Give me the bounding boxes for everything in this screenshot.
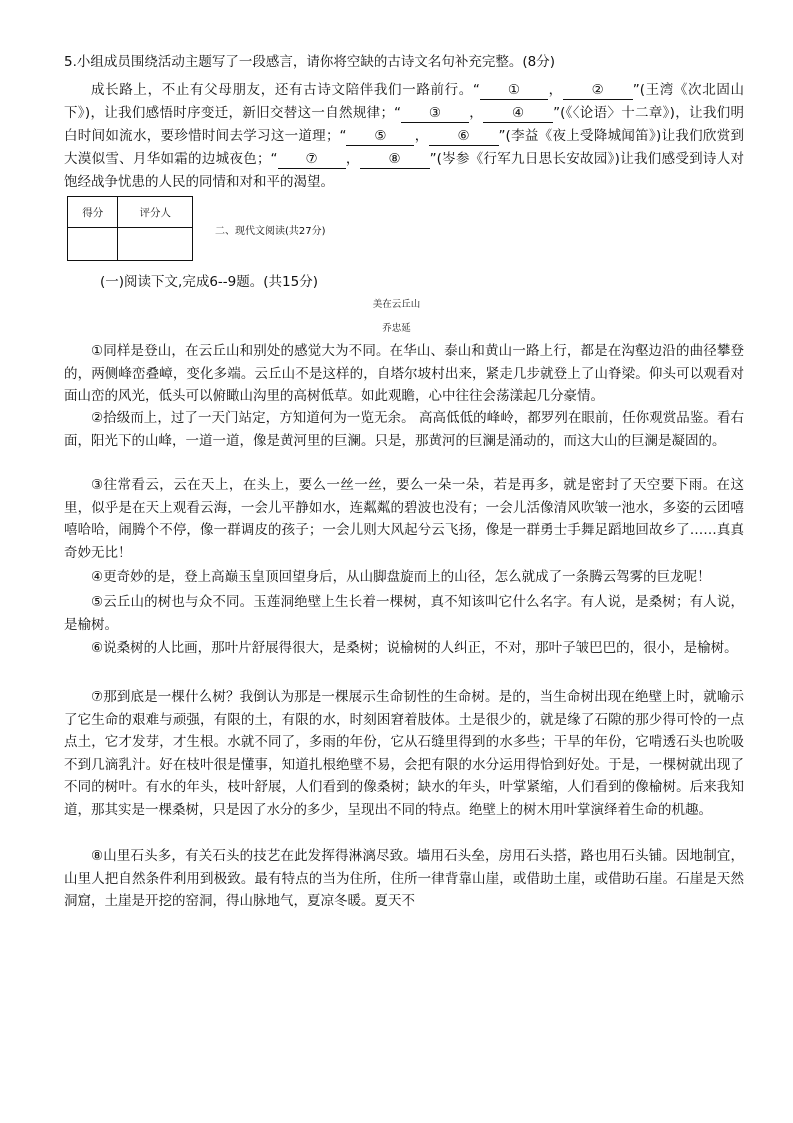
passage-text: ”(岑参《行军九日思长安故园》)让我们感受到诗人对饱经战争忧患的人民的同情和对和平的渴望。 (64, 151, 745, 190)
separator: ， (345, 151, 360, 167)
article-paragraph-4: ④更奇妙的是，登上高巅玉皇顶回望身后，从山脚盘旋而上的山径，怎么就成了一条腾云驾雾的巨龙呢！ (91, 569, 711, 585)
article-paragraph-7: ⑦那到底是一棵什么树？我倒认为那是一棵展示生命韧性的生命树。是的，当生命树出现在绝壁上时，就喻示了它生命的艰难与顽强，有限的土，有限的水，时刻困窘着肢体。土是很少的，就是缘了石隙的那少得可怜的一点点土，它才发芽，才生根。水就不同了，多雨的年份，它从石缝里得到的水多些；干旱的年份，它啃透石头也吮吸不到几滴乳汁。好在枝叶很是懂事，知道扎根绝壁不易，会把有限的水分运用得恰到好处。于是，一棵树就出现了不同的树叶。有水的年头，枝叶舒展，人们看到的像桑树；缺水的年头，叶掌紧缩，人们看到的像榆树。后来我知道，那其实是一棵桑树，只是因了水分的多少，呈现出不同的特点。绝壁上的树木用叶掌演绎着生命的机趣。 (64, 689, 744, 818)
passage-text: ”(《〈论语〉十二章》)，让我们明白时间如流水，要珍惜时间去学习这一道理；“ (64, 105, 745, 144)
answer-blank-8[interactable]: ⑧ (360, 150, 430, 169)
section-title: 二、现代文阅读(共27分) (215, 226, 326, 237)
passage-text: ”(王湾《次北固山下》)，让我们感悟时序变迁，新旧交替这一自然规律；“ (64, 82, 744, 121)
article-author: 乔忠延 (382, 323, 411, 334)
answer-blank-4[interactable]: ④ (483, 104, 553, 123)
answer-blank-2[interactable]: ② (563, 81, 633, 100)
article-paragraph-2: ②拾级而上，过了一天门站定，方知道何为一览无余。 高高低低的峰岭，都罗列在眼前，任你观赏品鉴。看右面，阳光下的山峰，一道一道，像是黄河里的巨澜。只是，那黄河的巨澜是涌动的，而这大山的巨澜是凝固的。 (64, 410, 744, 449)
separator: ， (468, 105, 484, 121)
question-5-title: 5.小组成员围绕活动主题写了一段感言，请你将空缺的古诗文名句补充完整。(8分) (64, 54, 556, 70)
article-paragraph-1: ①同样是登山，在云丘山和别处的感觉大为不同。在华山、泰山和黄山一路上行，都是在沟壑边沿的曲径攀登的，两侧峰峦叠嶂，变化多端。云丘山不是这样的，自塔尔坡村出来，紧走几步就登上了山脊梁。仰头可以观看对面山峦的风光，低头可以俯瞰山沟里的高树低草。如此观瞻，心中往往会荡漾起几分豪情。 (64, 343, 744, 405)
separator: ， (414, 128, 429, 144)
article-paragraph-8: ⑧山里石头多，有关石头的技艺在此发挥得淋漓尽致。墙用石头垒，房用石头搭，路也用石头铺。因地制宜，山里人把自然条件利用到极致。最有特点的当为住所，住所一律背靠山崖，或借助土崖，或借助石崖。石崖是天然洞窟，土崖是开挖的窑洞，得山脉地气，夏凉冬暖。夏天不 (64, 848, 744, 910)
grader-header: 评分人 (118, 197, 193, 228)
article-paragraph-3: ③往常看云，云在天上，在头上，要么一丝一丝，要么一朵一朵，若是再多，就是密封了天空要下雨。在这里，似乎是在天上观看云海，一会儿平静如水，连粼粼的碧波也没有；一会儿活像清风吹皱一池水，多姿的云团嘻嘻哈哈，闹腾个不停，像一群调皮的孩子；一会儿则大风起兮云飞扬，像是一群勇士手舞足蹈地回故乡了……真真奇妙无比！ (64, 477, 744, 561)
answer-blank-3[interactable]: ③ (401, 104, 469, 123)
score-cell[interactable] (68, 228, 118, 261)
reading-intro: (一)阅读下文,完成6--9题。(共15分) (100, 274, 318, 290)
answer-blank-6[interactable]: ⑥ (429, 127, 499, 146)
passage-text: 成长路上，不止有父母朋友，还有古诗文陪伴我们一路前行。“ (91, 82, 480, 98)
question-5-passage (64, 79, 744, 194)
answer-blank-5[interactable]: ⑤ (346, 127, 414, 146)
answer-blank-7[interactable]: ⑦ (278, 150, 346, 169)
article-paragraph-6: ⑥说桑树的人比画，那叶片舒展得很大，是桑树；说榆树的人纠正，不对，那叶子皱巴巴的，很小，是榆树。 (91, 640, 738, 656)
score-table (67, 196, 193, 261)
grader-cell[interactable] (118, 228, 193, 261)
separator: ， (547, 82, 563, 98)
score-header: 得分 (68, 197, 118, 228)
article-paragraph-5: ⑤云丘山的树也与众不同。玉莲洞绝壁上生长着一棵树，真不知该叫它什么名字。有人说，是桑树；有人说，是榆树。 (64, 594, 744, 633)
answer-blank-1[interactable]: ① (480, 81, 548, 100)
article-title: 美在云丘山 (372, 299, 421, 310)
passage-text: ”(李益《夜上受降城闻笛》)让我们欣赏到大漠似雪、月华如霜的边城夜色；“ (64, 128, 745, 167)
